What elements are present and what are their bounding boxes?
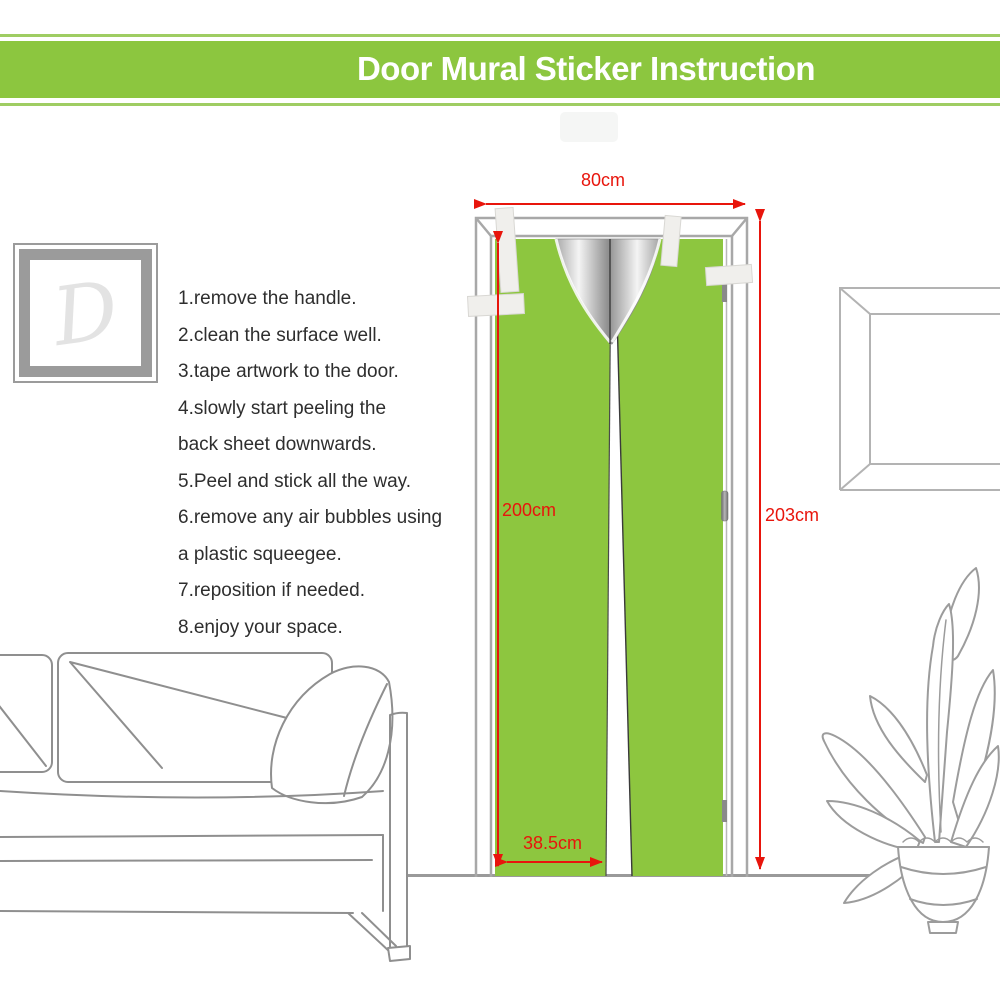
plant-leaf <box>870 696 927 782</box>
tape-piece <box>705 264 752 285</box>
frame-outer-edge <box>840 288 1000 490</box>
instruction-step: 8.enjoy your space. <box>178 616 343 638</box>
frame-miter-lines <box>840 288 870 490</box>
instruction-step: back sheet downwards. <box>178 434 377 455</box>
label-sticker-height: 200cm <box>502 500 557 520</box>
instruction-step: 7.reposition if needed. <box>178 580 365 601</box>
page-title: Door Mural Sticker Instruction <box>356 50 816 87</box>
door-frame-bevels <box>476 218 747 236</box>
label-door-width: 80cm <box>581 170 626 190</box>
sofa-foot <box>388 946 410 961</box>
instruction-step: 5.Peel and stick all the way. <box>178 470 412 492</box>
header-banner <box>0 41 1000 98</box>
wall-frame-left <box>13 243 158 383</box>
instruction-step: 2.clean the surface well. <box>178 324 382 346</box>
label-panel-width: 38.5cm <box>523 833 583 853</box>
sticker-panel-left <box>495 239 611 876</box>
sofa-drawing <box>0 640 420 980</box>
instruction-step: 6.remove any air bubbles using <box>178 507 443 528</box>
sofa-base-top <box>0 835 383 837</box>
sofa-armrest <box>390 713 407 948</box>
sofa-leg-brace <box>348 913 396 952</box>
door-hinge-bottom <box>722 800 727 822</box>
instruction-step: 1.remove the handle. <box>178 288 357 309</box>
header-rule-bottom <box>0 103 1000 106</box>
tape-piece <box>468 294 525 317</box>
sofa-back-cushion-left <box>0 655 52 772</box>
sticker-panel-right <box>615 239 723 876</box>
sofa-base-bottom <box>0 911 353 913</box>
sofa-base-line <box>0 860 372 861</box>
frame-letter: D <box>47 262 124 364</box>
instruction-step: 3.tape artwork to the door. <box>178 361 399 382</box>
label-door-height: 203cm <box>765 505 820 525</box>
instruction-step: 4.slowly start peeling the <box>178 397 387 419</box>
plant-pot <box>898 847 989 922</box>
header-rule-top <box>0 34 1000 37</box>
plant-drawing <box>815 550 1000 950</box>
plant-pot-foot <box>928 922 958 933</box>
instruction-step: a plastic squeegee. <box>178 543 342 565</box>
wall-frame-right <box>838 284 1000 496</box>
door-handle <box>722 491 729 521</box>
door-hinge-top <box>722 282 727 302</box>
frame-inner-edge <box>870 314 1000 464</box>
instruction-list <box>178 281 478 646</box>
